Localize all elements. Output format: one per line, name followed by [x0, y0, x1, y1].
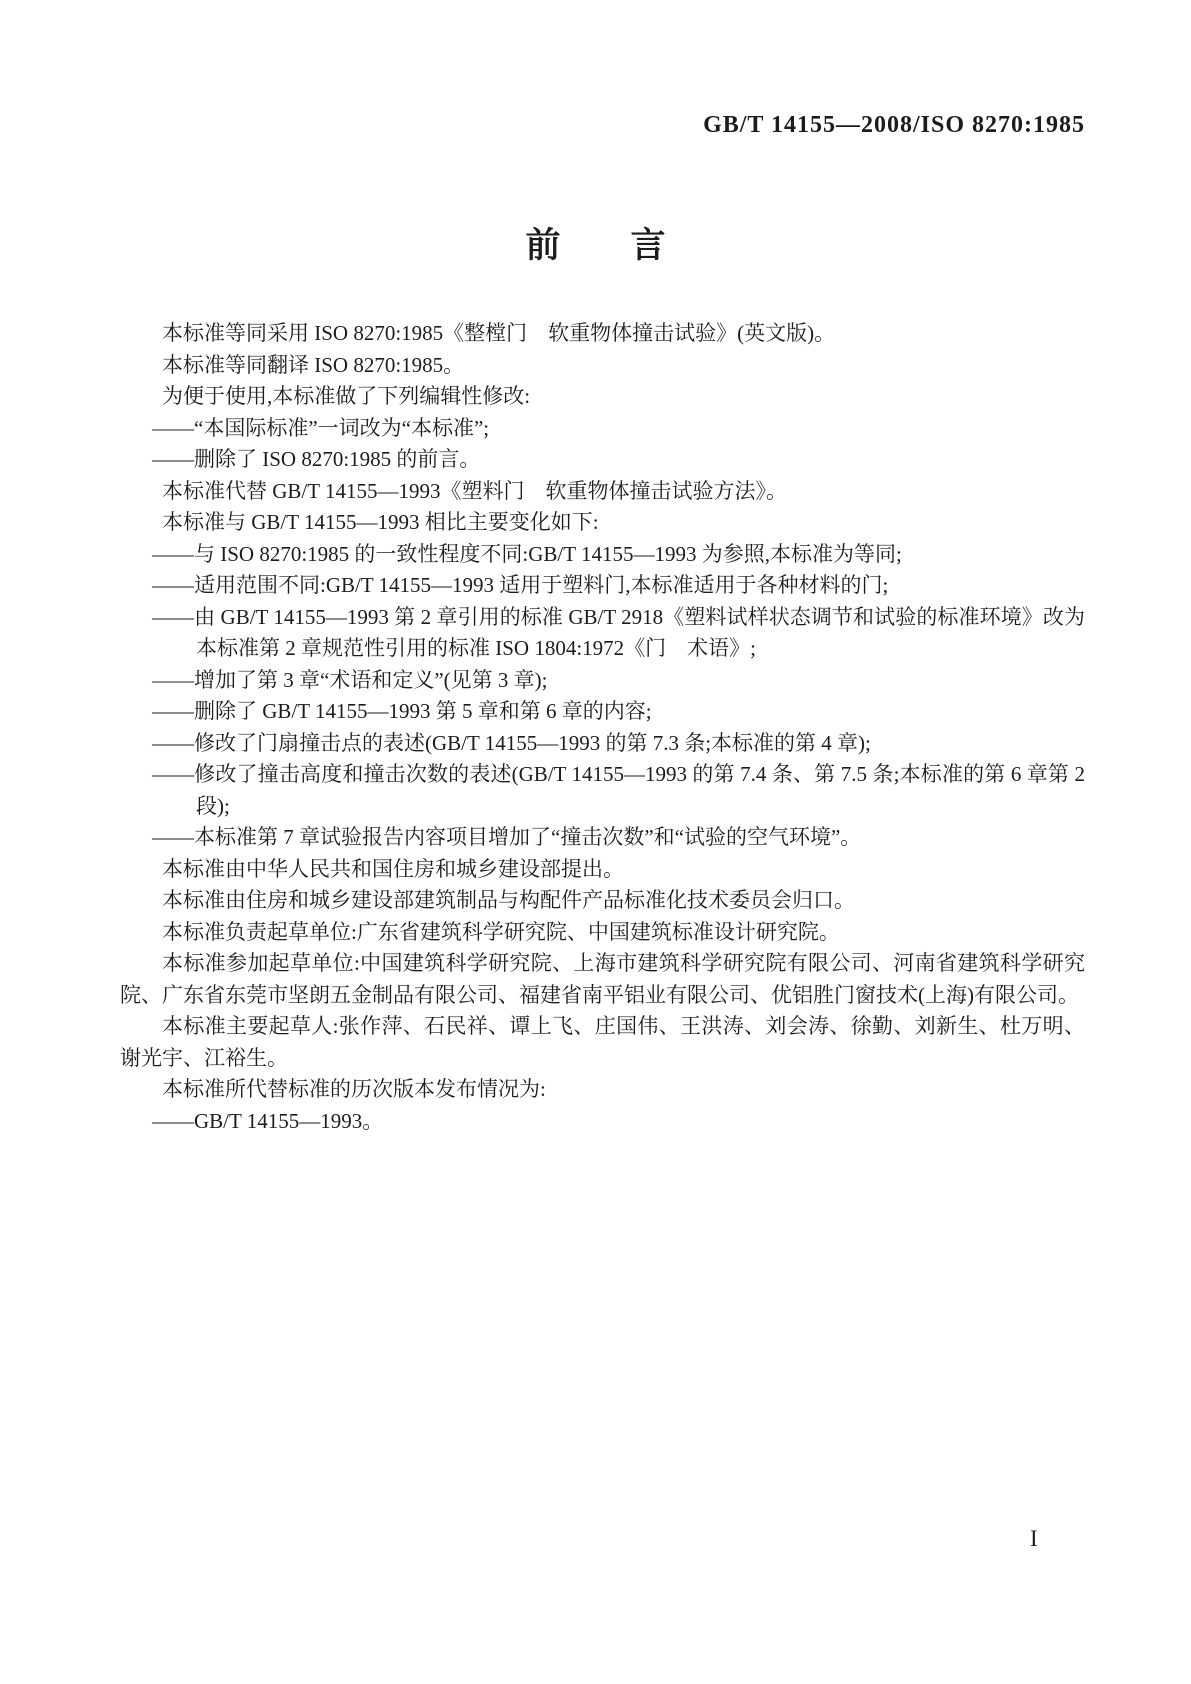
document-body [120, 318, 1085, 1137]
paragraph: ——删除了 GB/T 14155—1993 第 5 章和第 6 章的内容; [152, 699, 652, 723]
paragraph: ——“本国际标准”一词改为“本标准”; [152, 415, 490, 440]
paragraph: 本标准参加起草单位:中国建筑科学研究院、上海市建筑科学研究院有限公司、河南省建筑科学研究院、广东省东莞市坚朗五金制品有限公司、福建省南平铝业有限公司、优铝胜门窗技术(上海)有限公司。 [120, 951, 1085, 1007]
paragraph: ——由 GB/T 14155—1993 第 2 章引用的标准 GB/T 2918《塑料试样状态调节和试验的标准环境》改为本标准第 2 章规范性引用的标准 ISO 1804:1972《门 术语》; [152, 604, 1085, 660]
paragraph: 本标准代替 GB/T 14155—1993《塑料门 软重物体撞击试验方法》。 [162, 478, 787, 503]
paragraph: ——增加了第 3 章“术语和定义”(见第 3 章); [152, 667, 548, 692]
paragraph: ——本标准第 7 章试验报告内容项目增加了“撞击次数”和“试验的空气环境”。 [152, 825, 862, 849]
page-number: I [1030, 1526, 1038, 1551]
paragraph: 本标准等同采用 ISO 8270:1985《整樘门 软重物体撞击试验》(英文版)。 [162, 321, 836, 345]
page-title: 前 言 [525, 226, 666, 265]
standard-code-header: GB/T 14155—2008/ISO 8270:1985 [703, 112, 1085, 138]
paragraph: ——删除了 ISO 8270:1985 的前言。 [152, 447, 481, 471]
paragraph: ——与 ISO 8270:1985 的一致性程度不同:GB/T 14155—1993 为参照,本标准为等同; [152, 541, 902, 566]
paragraph: 本标准主要起草人:张作萍、石民祥、谭上飞、庄国伟、王洪涛、刘会涛、徐勤、刘新生、杜万明、谢光宇、江裕生。 [120, 1014, 1085, 1070]
paragraph: ——修改了门扇撞击点的表述(GB/T 14155—1993 的第 7.3 条;本标准的第 4 章); [152, 730, 871, 755]
paragraph: 本标准等同翻译 ISO 8270:1985。 [162, 352, 465, 377]
paragraph: ——修改了撞击高度和撞击次数的表述(GB/T 14155—1993 的第 7.4 条、第 7.5 条;本标准的第 6 章第 2 段); [152, 762, 1085, 818]
paragraph: 为便于使用,本标准做了下列编辑性修改: [162, 384, 531, 408]
paragraph: ——适用范围不同:GB/T 14155—1993 适用于塑料门,本标准适用于各种材料的门; [152, 573, 889, 597]
paragraph: 本标准与 GB/T 14155—1993 相比主要变化如下: [162, 510, 599, 534]
paragraph: 本标准由住房和城乡建设部建筑制品与构配件产品标准化技术委员会归口。 [162, 888, 855, 912]
paragraph: 本标准由中华人民共和国住房和城乡建设部提出。 [162, 856, 624, 881]
paragraph: ——GB/T 14155—1993。 [152, 1108, 384, 1133]
paragraph: 本标准负责起草单位:广东省建筑科学研究院、中国建筑标准设计研究院。 [162, 919, 840, 944]
paragraph: 本标准所代替标准的历次版本发布情况为: [162, 1077, 546, 1101]
